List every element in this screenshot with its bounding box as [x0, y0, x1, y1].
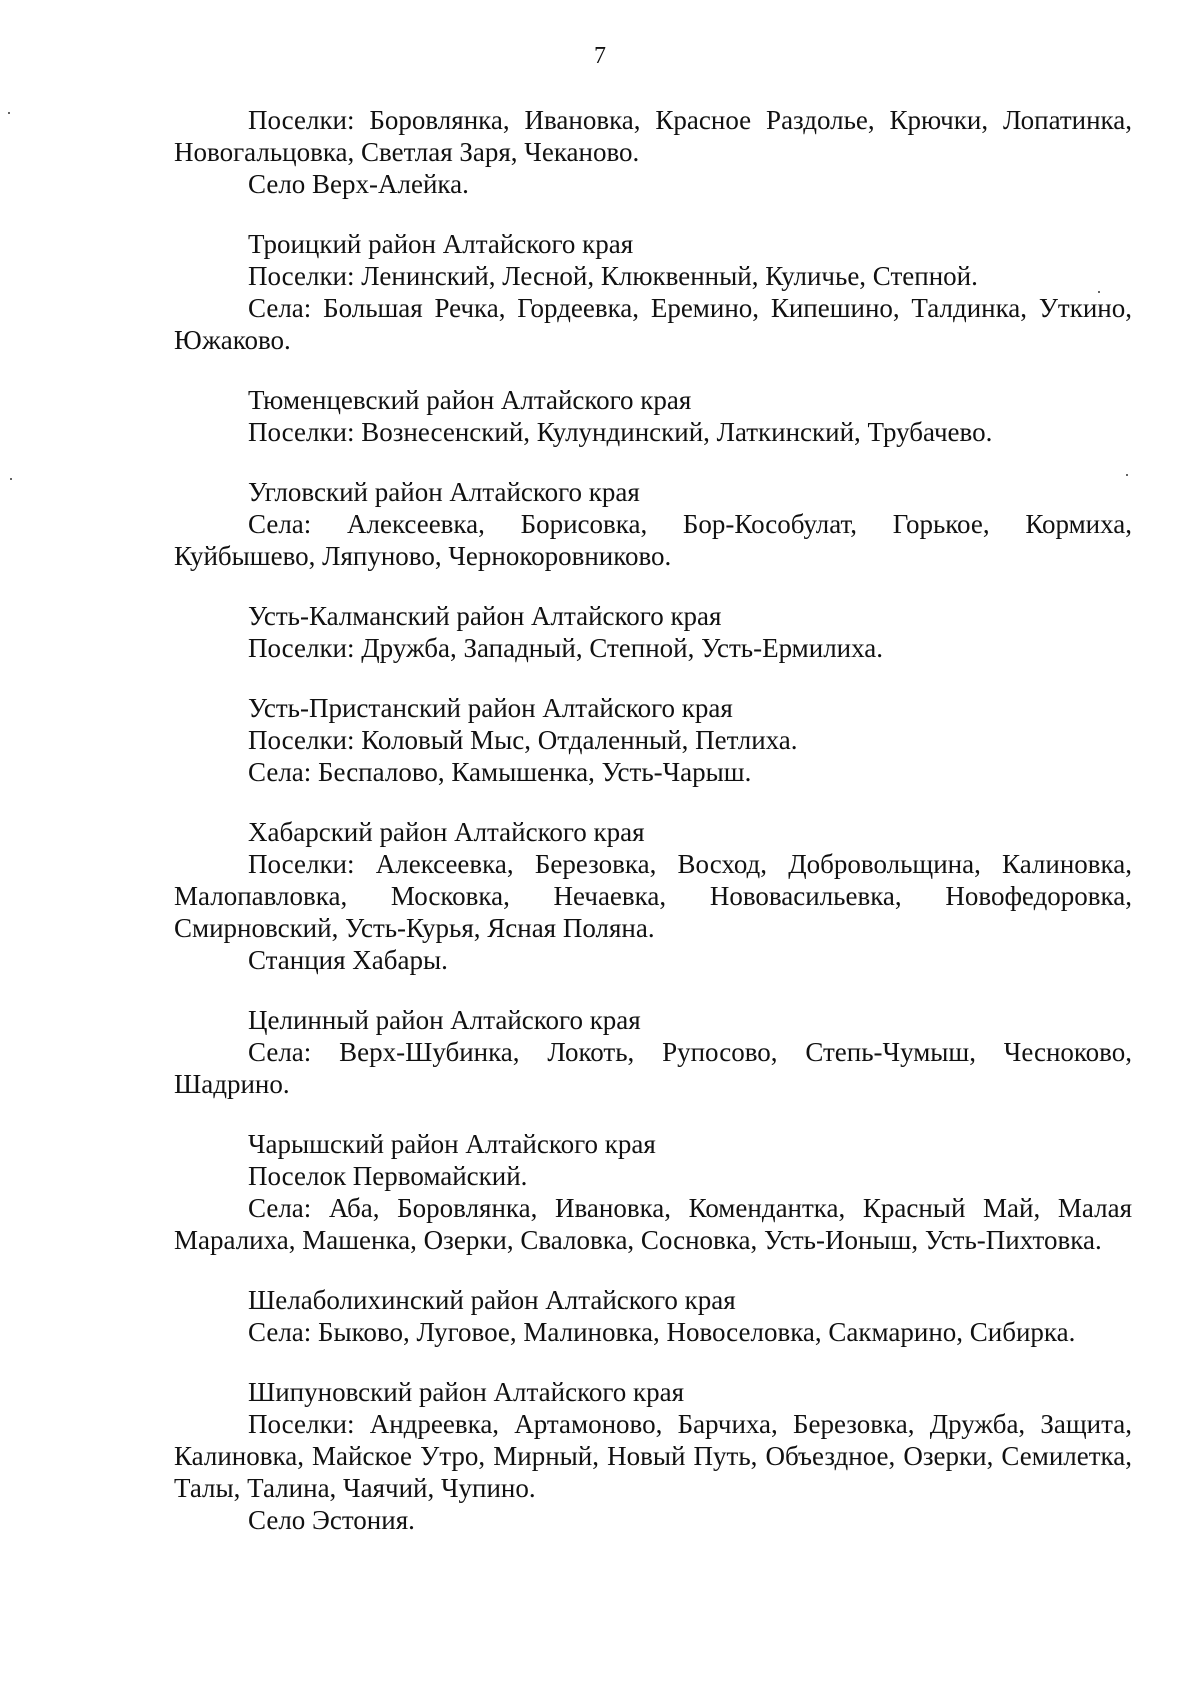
section-heading: Целинный район Алтайского края — [248, 1005, 641, 1035]
section-shelabolikha-prev — [174, 104, 1132, 200]
section-line: Села: Быково, Луговое, Малиновка, Новоселовка, Сакмарино, Сибирка. — [248, 1317, 1076, 1347]
scan-speck — [8, 112, 10, 114]
section-uglovsky — [174, 476, 1132, 572]
scan-speck — [1098, 291, 1100, 293]
section-tyumentsevsky — [174, 384, 1132, 448]
section-line: Села: Беспалово, Камышенка, Усть-Чарыш. — [248, 757, 752, 787]
section-heading: Тюменцевский район Алтайского края — [248, 385, 692, 415]
section-line: Село Эстония. — [248, 1505, 415, 1535]
section-line: Села: Верх-Шубинка, Локоть, Рупосово, Степь-Чумыш, Чесноково, Шадрино. — [174, 1037, 1132, 1099]
document-body — [174, 104, 1132, 1564]
section-line: Поселки: Ленинский, Лесной, Клюквенный, Куличье, Степной. — [248, 261, 978, 291]
section-heading: Шипуновский район Алтайского края — [248, 1377, 684, 1407]
section-heading: Усть-Калманский район Алтайского края — [248, 601, 722, 631]
section-shipunovsky — [174, 1376, 1132, 1536]
section-line: Станция Хабары. — [248, 945, 448, 975]
section-line: Поселки: Вознесенский, Кулундинский, Латкинский, Трубачево. — [248, 417, 993, 447]
section-line: Поселки: Дружба, Западный, Степной, Усть-Ермилиха. — [248, 633, 884, 663]
scan-speck — [10, 478, 12, 480]
section-line: Село Верх-Алейка. — [248, 169, 469, 199]
section-line: Села: Аба, Боровлянка, Ивановка, Комендантка, Красный Май, Малая Маралиха, Машенка, Озерки, Сваловка, Сосновка, Усть-Ионыш, Усть-Пихтовка. — [174, 1193, 1132, 1255]
section-heading: Угловский район Алтайского края — [248, 477, 640, 507]
section-line: Села: Алексеевка, Борисовка, Бор-Кособулат, Горькое, Кормиха, Куйбышево, Ляпуново, Чернокоровниково. — [174, 509, 1132, 571]
section-shelabolikhinsky — [174, 1284, 1132, 1348]
section-charyshsky — [174, 1128, 1132, 1256]
section-line: Села: Большая Речка, Гордеевка, Еремино, Кипешино, Талдинка, Уткино, Южаково. — [174, 293, 1132, 355]
section-ust-pristansky — [174, 692, 1132, 788]
section-heading: Хабарский район Алтайского края — [248, 817, 645, 847]
section-troitsky — [174, 228, 1132, 356]
page-number: 7 — [594, 43, 606, 69]
section-heading: Троицкий район Алтайского края — [248, 229, 634, 259]
section-ust-kalmansky — [174, 600, 1132, 664]
section-heading: Усть-Пристанский район Алтайского края — [248, 693, 733, 723]
section-heading: Чарышский район Алтайского края — [248, 1129, 656, 1159]
section-line: Поселки: Алексеевка, Березовка, Восход, Добровольщина, Калиновка, Малопавловка, Московка, Нечаевка, Нововасильевка, Новофедоровка, Смирновский, Усть-Курья, Ясная Поляна. — [174, 849, 1132, 943]
section-line: Поселки: Андреевка, Артамоново, Барчиха, Березовка, Дружба, Защита, Калиновка, Майское Утро, Мирный, Новый Путь, Объездное, Озерки, Семилетка, Талы, Талина, Чаячий, Чупино. — [174, 1409, 1132, 1503]
section-khabarsky — [174, 816, 1132, 976]
scan-speck — [1126, 474, 1128, 476]
section-tselinny — [174, 1004, 1132, 1100]
section-line: Поселки: Коловый Мыс, Отдаленный, Петлиха. — [248, 725, 798, 755]
section-line: Поселки: Боровлянка, Ивановка, Красное Раздолье, Крючки, Лопатинка, Новогальцовка, Светлая Заря, Чеканово. — [174, 105, 1132, 167]
section-heading: Шелаболихинский район Алтайского края — [248, 1285, 736, 1315]
section-line: Поселок Первомайский. — [248, 1161, 528, 1191]
